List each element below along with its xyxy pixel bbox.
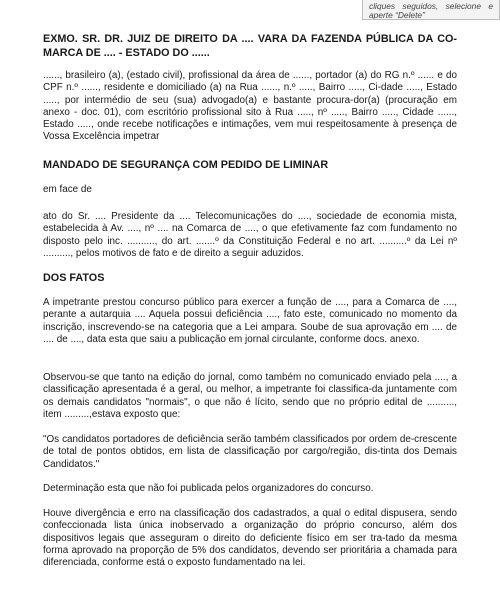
- against-intro: em face de: [43, 184, 92, 195]
- qualification-paragraph: ......, brasileiro (a), (estado civil), profissional da área de ......, portador (a) do RG n.º ...... e do CPF n.º ......, residente e domiciliado (a) na Rua ......, n.º ....., Bairro ....., Ci-dade ....., Estado ....., por intermédio de seu (sua) advogado(a) e bastante procura-dor(a) (procuração em anexo - doc. 01), com escritório profissional sito à Rua ....., nº ....., Bairro ....., Cidade ......, Estado ....., onde recebe notificações e intimações, vem mui respeitosamente à presença de Vossa Excelência impetrar: [43, 70, 457, 143]
- court-header: EXMO. SR. DR. JUIZ DE DIREITO DA .... VARA DA FAZENDA PÚBLICA DA CO-MARCA DE .... - ESTADO DO ......: [43, 33, 457, 59]
- facts-paragraph-1: A impetrante prestou concurso público para exercer a função de ...., para a Comarca de ...., perante a autarquia .... Aquela possui deficiência ...., fato este, comunicado no momento da inscrição, inscrevendo-se na categoria que a Lei ampara. Soube de sua aprovação em .... de .... de ...., data esta que saiu a publicação em jornal circulante, conforme docs. anexo.: [43, 297, 457, 345]
- instruction-note: [362, 0, 500, 20]
- action-title: MANDADO DE SEGURANÇA COM PEDIDO DE LIMINAR: [43, 159, 329, 171]
- facts-paragraph-2: Observou-se que tanto na edição do jornal, como também no comunicado enviado pela ...., a classificação apresentada é a geral, ou melhor, a impetrante foi classifica-da juntamente com os demais candidatos "normais", o que não é lícito, sendo que no próprio edital de .........., item .........,estava exposto que:: [43, 372, 457, 420]
- facts-title: DOS FATOS: [43, 272, 105, 284]
- against-paragraph: ato do Sr. .... Presidente da .... Telecomunicações do ...., sociedade de economia mista, estabelecida à Av. ...., nº .... na Comarca de ...., o que efetivamente faz com fundamento no disposto pelo inc. .........., do art. .......º da Constituição Federal e no art. ..........º da Lei nº .........., pelos motivos de fato e de direito a seguir aduzidos.: [43, 211, 457, 259]
- facts-paragraph-3: Determinação esta que não foi publicada pelos organizadores do concurso.: [43, 483, 374, 494]
- edital-quote: "Os candidatos portadores de deficiência serão também classificados por ordem de-crescente de total de pontos obtidos, em lista de classificação por cargo/região, dis-tinta dos Demais Candidatos.": [43, 434, 457, 470]
- instruction-note-text: cliques seguidos, selecione e aperte “Delete”: [369, 1, 493, 20]
- facts-paragraph-4: Houve divergência e erro na classificação dos cadastrados, a qual o edital dispusera, sendo confeccionada lista única inobservado a organização do próprio concurso, além dos dispositivos legais que asseguram o direito do deficiente físico em ser tra-tado da mesma forma aprovado na proporção de 5% dos candidatos, devendo ser prioritária a chamada para diferenciada, conforme está o exposto fundamentado na lei.: [43, 508, 457, 569]
